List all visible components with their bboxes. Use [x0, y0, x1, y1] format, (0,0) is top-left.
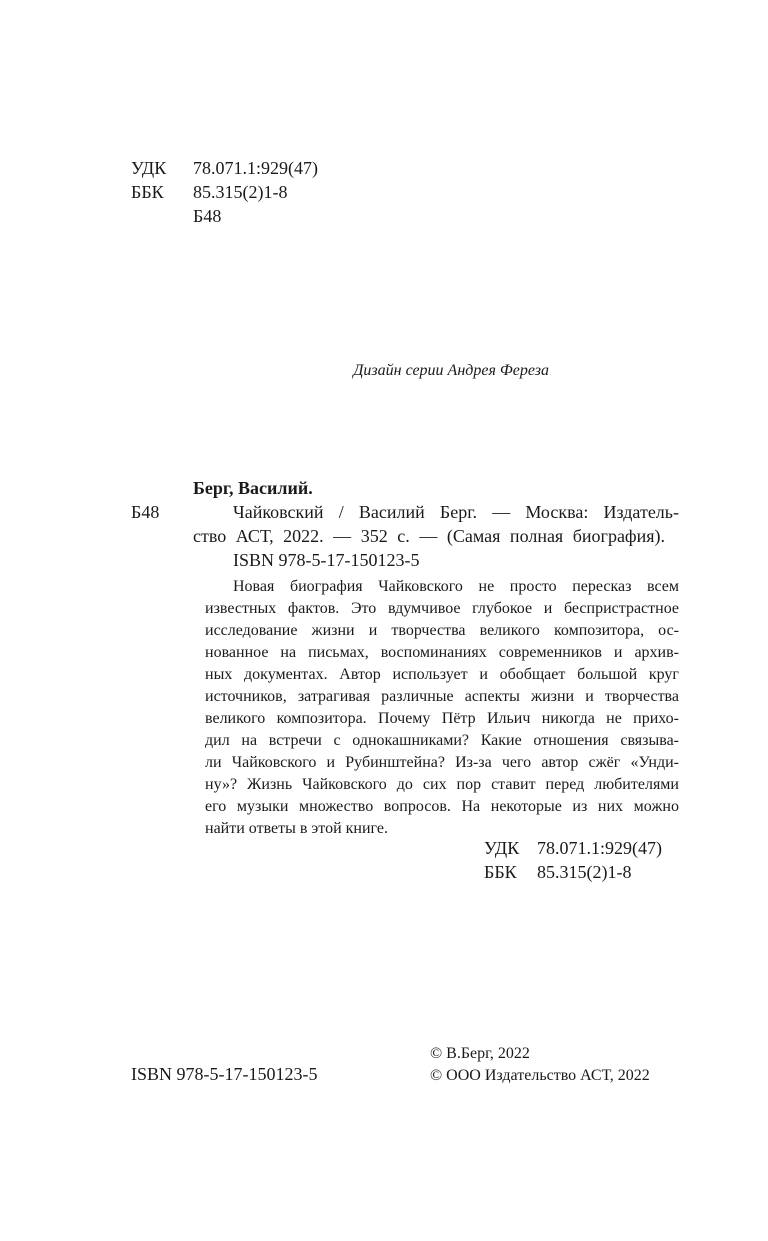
annotation-line: нованное на письмах, воспоминаниях современников и архив- — [205, 644, 679, 661]
catalog-description-line: ство АСТ, 2022. — 352 с. — (Самая полная биография). — [193, 526, 665, 546]
annotation-line: великого композитора. Почему Пётр Ильич никогда не прихо- — [205, 710, 679, 727]
annotation-line: Новая биография Чайковского не просто пересказ всем — [233, 578, 679, 595]
catalog-udk-value: 78.071.1:929(47) — [537, 838, 662, 858]
annotation-line: исследование жизни и творчества великого композитора, ос- — [205, 622, 679, 639]
bbk-label: ББК — [131, 182, 164, 202]
annotation-line: ли Чайковского и Рубинштейна? Из-за чего автор сжёг «Унди- — [205, 754, 679, 771]
annotation-line: его музыки множество вопросов. На некоторые из них можно — [205, 798, 679, 815]
bbk-value: 85.315(2)1-8 — [193, 182, 288, 202]
catalog-author-mark: Б48 — [131, 502, 160, 522]
udk-value: 78.071.1:929(47) — [193, 158, 318, 178]
udk-label: УДК — [131, 158, 167, 178]
catalog-isbn: ISBN 978-5-17-150123-5 — [233, 550, 420, 570]
annotation-line: ных документах. Автор использует и обобщает большой круг — [205, 666, 679, 683]
annotation-line: ну»? Жизнь Чайковского до сих пор ставит перед любителями — [205, 776, 679, 793]
series-design-credit: Дизайн серии Андрея Фереза — [353, 362, 549, 379]
annotation-line: дил на встречи с однокашниками? Какие отношения связыва- — [205, 732, 679, 749]
catalog-bbk-value: 85.315(2)1-8 — [537, 862, 632, 882]
catalog-udk-label: УДК — [484, 838, 520, 858]
annotation-line: источников, затрагивая различные аспекты жизни и творчества — [205, 688, 679, 705]
footer-isbn: ISBN 978-5-17-150123-5 — [131, 1064, 318, 1084]
annotation-line: найти ответы в этой книге. — [205, 820, 388, 837]
catalog-heading: Берг, Василий. — [193, 478, 313, 498]
author-mark: Б48 — [193, 206, 222, 226]
catalog-description-line: Чайковский / Василий Берг. — Москва: Издатель- — [233, 502, 679, 522]
copyright-publisher: © ООО Издательство АСТ, 2022 — [430, 1067, 650, 1084]
annotation-line: известных фактов. Это вдумчивое глубокое и беспристрастное — [205, 600, 679, 617]
copyright-author: © В.Берг, 2022 — [430, 1045, 530, 1062]
catalog-bbk-label: ББК — [484, 862, 517, 882]
